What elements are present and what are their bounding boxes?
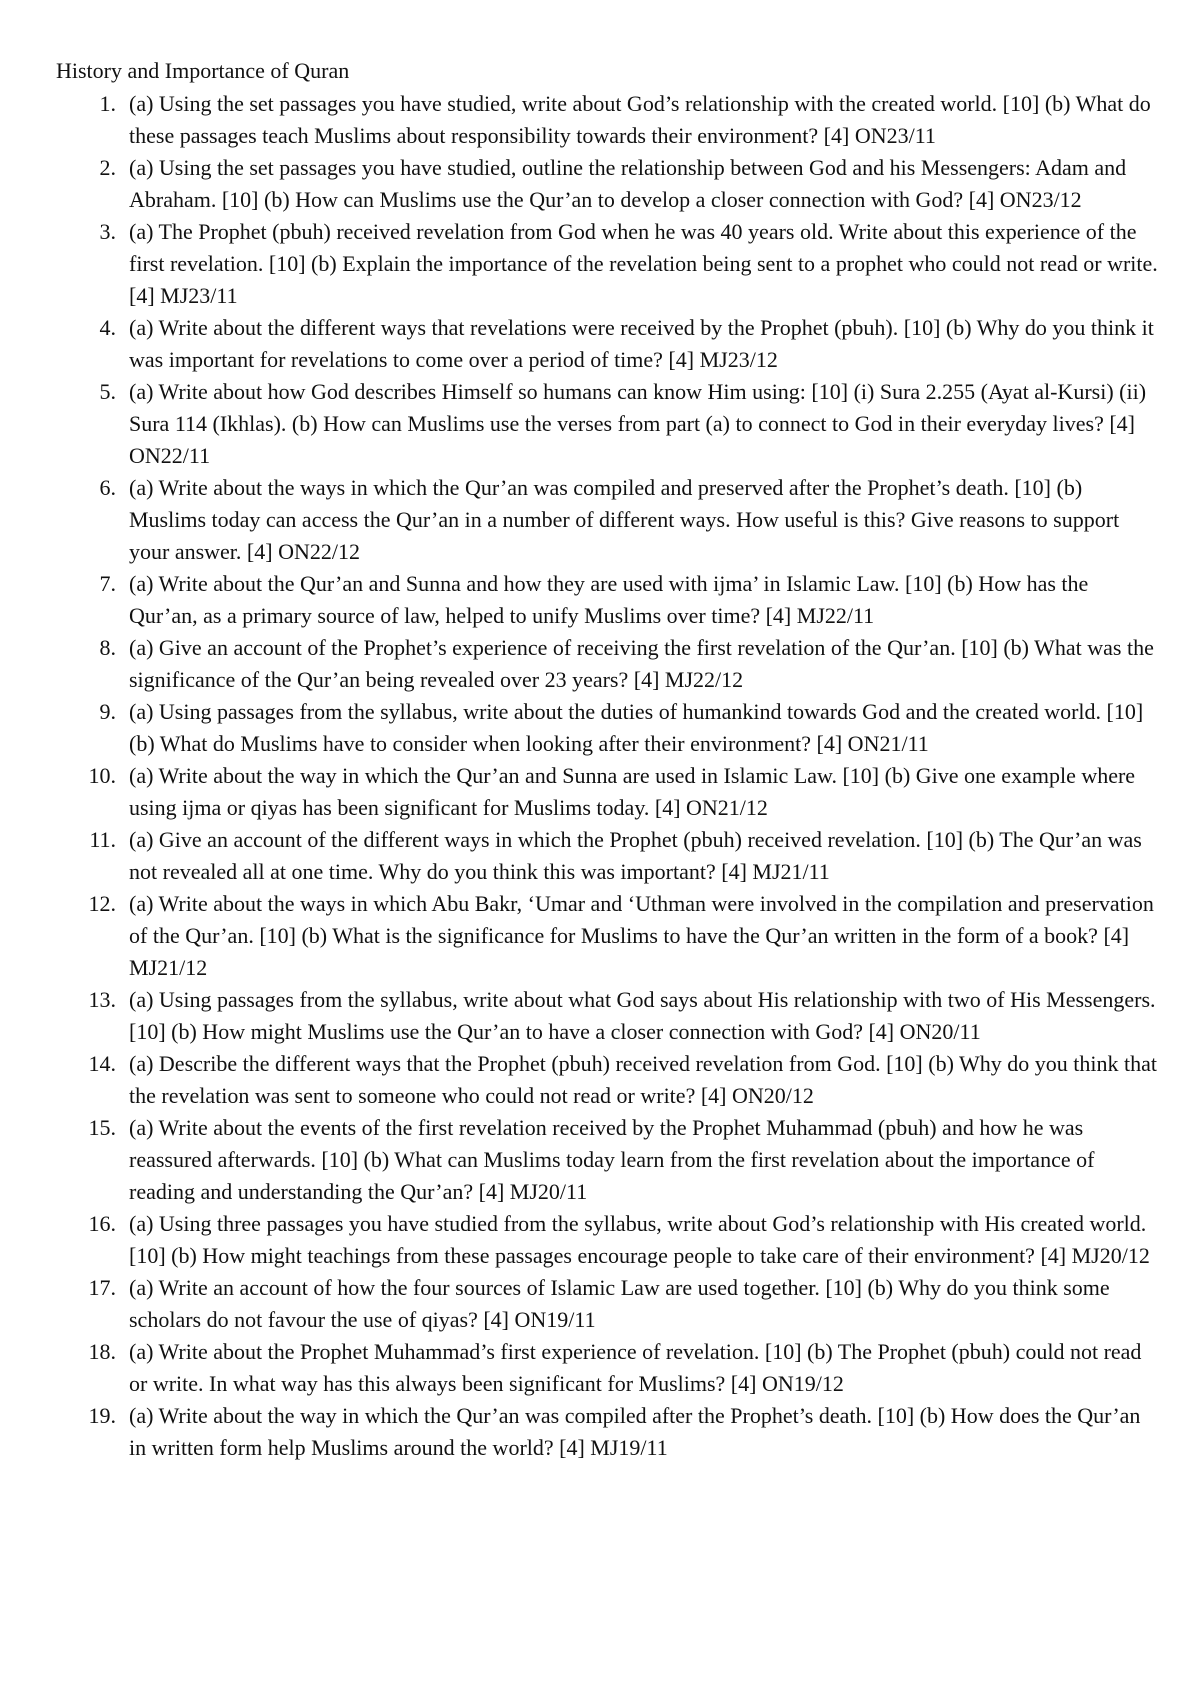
document-title: History and Importance of Quran <box>56 58 350 83</box>
question-item <box>0 88 1200 152</box>
question-item <box>0 760 1200 824</box>
question-number: 9. <box>99 699 116 724</box>
question-number: 8. <box>99 635 116 660</box>
question-list <box>0 88 1200 1464</box>
question-text: (a) Write about the way in which the Qur’an was compiled after the Prophet’s death. [10] (b) How does the Qur’an in written form help Muslims around the world? [4] MJ19/11 <box>129 1403 1141 1460</box>
question-number: 11. <box>89 827 116 852</box>
question-number: 16. <box>88 1211 116 1236</box>
question-text: (a) The Prophet (pbuh) received revelation from God when he was 40 years old. Write about this experience of the first revelation. [10] (b) Explain the importance of the revelation being sent to a prophet who could not read or write. [4] MJ23/11 <box>129 219 1158 308</box>
question-text: (a) Write an account of how the four sources of Islamic Law are used together. [10] (b) Why do you think some scholars do not favour the use of qiyas? [4] ON19/11 <box>129 1275 1110 1332</box>
question-text: (a) Using passages from the syllabus, write about what God says about His relationship with two of His Messengers. [10] (b) How might Muslims use the Qur’an to have a closer connection with God? [4] ON20/11 <box>129 987 1156 1044</box>
question-item <box>0 696 1200 760</box>
question-text: (a) Write about the ways in which Abu Bakr, ‘Umar and ‘Uthman were involved in the compilation and preservation of the Qur’an. [10] (b) What is the significance for Muslims to have the Qur’an written in the form of a book? [4] MJ21/12 <box>129 891 1154 980</box>
question-text: (a) Using passages from the syllabus, write about the duties of humankind towards God and the created world. [10] (b) What do Muslims have to consider when looking after their environment? [4] ON21/11 <box>129 699 1144 756</box>
question-text: (a) Write about the Qur’an and Sunna and how they are used with ijma’ in Islamic Law. [10] (b) How has the Qur’an, as a primary source of law, helped to unify Muslims over time? [4] MJ22/11 <box>129 571 1089 628</box>
question-item <box>0 888 1200 984</box>
question-number: 15. <box>88 1115 116 1140</box>
question-item <box>0 1112 1200 1208</box>
question-item <box>0 152 1200 216</box>
question-item <box>0 1208 1200 1272</box>
question-item <box>0 376 1200 472</box>
question-item <box>0 824 1200 888</box>
question-text: (a) Write about the way in which the Qur’an and Sunna are used in Islamic Law. [10] (b) Give one example where using ijma or qiyas has been significant for Muslims today. [4] ON21/12 <box>129 763 1136 820</box>
question-text: (a) Write about how God describes Himself so humans can know Him using: [10] (i) Sura 2.255 (Ayat al-Kursi) (ii) Sura 114 (Ikhlas). (b) How can Muslims use the verses from part (a) to connect to God in their everyday lives? [4] ON22/11 <box>129 379 1147 468</box>
question-text: (a) Using the set passages you have studied, write about God’s relationship with the created world. [10] (b) What do these passages teach Muslims about responsibility towards their environment? [4] ON23/11 <box>129 91 1151 148</box>
question-text: (a) Describe the different ways that the Prophet (pbuh) received revelation from God. [10] (b) Why do you think that the revelation was sent to someone who could not read or write? [4] ON20/12 <box>129 1051 1157 1108</box>
question-item <box>0 1400 1200 1464</box>
question-number: 2. <box>99 155 116 180</box>
question-text: (a) Write about the events of the first revelation received by the Prophet Muhammad (pbuh) and how he was reassured afterwards. [10] (b) What can Muslims today learn from the first revelation about the importance of reading and understanding the Qur’an? [4] MJ20/11 <box>129 1115 1095 1204</box>
question-item <box>0 1272 1200 1336</box>
question-number: 5. <box>99 379 116 404</box>
question-number: 18. <box>88 1339 116 1364</box>
question-number: 14. <box>88 1051 116 1076</box>
question-number: 7. <box>99 571 116 596</box>
question-item <box>0 472 1200 568</box>
question-item <box>0 1336 1200 1400</box>
question-number: 19. <box>88 1403 116 1428</box>
question-text: (a) Give an account of the Prophet’s experience of receiving the first revelation of the Qur’an. [10] (b) What was the significance of the Qur’an being revealed over 23 years? [4] MJ22/12 <box>129 635 1154 692</box>
question-item <box>0 568 1200 632</box>
question-item <box>0 216 1200 312</box>
question-item <box>0 312 1200 376</box>
question-item <box>0 632 1200 696</box>
question-number: 6. <box>99 475 116 500</box>
question-number: 12. <box>88 891 116 916</box>
question-number: 1. <box>99 91 116 116</box>
question-text: (a) Write about the different ways that revelations were received by the Prophet (pbuh). [10] (b) Why do you think it was important for revelations to come over a period of time? [4] MJ23/12 <box>129 315 1154 372</box>
question-text: (a) Using three passages you have studied from the syllabus, write about God’s relationship with His created world. [10] (b) How might teachings from these passages encourage people to take care of their environment? [4] MJ20/12 <box>129 1211 1150 1268</box>
question-text: (a) Give an account of the different ways in which the Prophet (pbuh) received revelation. [10] (b) The Qur’an was not revealed all at one time. Why do you think this was important? [4] MJ21/11 <box>129 827 1142 884</box>
question-number: 4. <box>99 315 116 340</box>
question-text: (a) Write about the ways in which the Qur’an was compiled and preserved after the Prophet’s death. [10] (b) Muslims today can access the Qur’an in a number of different ways. How useful is this? Give reasons to support your answer. [4] ON22/12 <box>129 475 1120 564</box>
question-number: 10. <box>88 763 116 788</box>
question-item <box>0 1048 1200 1112</box>
question-item <box>0 984 1200 1048</box>
question-number: 13. <box>88 987 116 1012</box>
question-number: 3. <box>99 219 116 244</box>
question-number: 17. <box>88 1275 116 1300</box>
question-text: (a) Write about the Prophet Muhammad’s first experience of revelation. [10] (b) The Prophet (pbuh) could not read or write. In what way has this always been significant for Muslims? [4] ON19/12 <box>129 1339 1142 1396</box>
question-text: (a) Using the set passages you have studied, outline the relationship between God and his Messengers: Adam and Abraham. [10] (b) How can Muslims use the Qur’an to develop a closer connection with God? [4] ON23/12 <box>129 155 1127 212</box>
